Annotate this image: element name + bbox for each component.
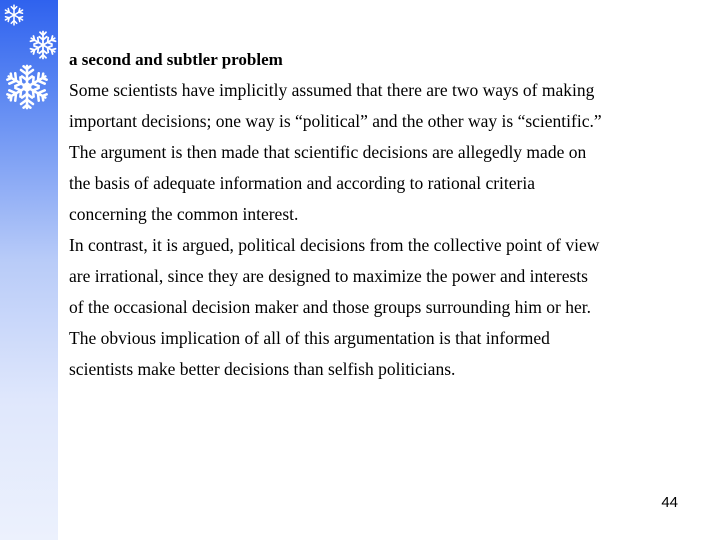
body-line: scientists make better decisions than selfish politicians. — [69, 359, 456, 379]
body-line: of the occasional decision maker and those groups surrounding him or her. — [69, 297, 591, 317]
body-line: The obvious implication of all of this argumentation is that informed — [69, 328, 550, 348]
slide-heading: a second and subtler problem — [69, 50, 283, 69]
body-line: important decisions; one way is “political” and the other way is “scientific.” — [69, 111, 602, 131]
page-number: 44 — [661, 494, 678, 511]
body-line: The argument is then made that scientific decisions are allegedly made on — [69, 142, 587, 162]
slide-content — [69, 44, 709, 385]
snowflake-icon — [28, 30, 58, 60]
decorative-sidebar — [0, 0, 58, 540]
body-line: Some scientists have implicitly assumed that there are two ways of making — [69, 80, 595, 100]
snowflake-icon — [4, 64, 50, 110]
body-line: the basis of adequate information and according to rational criteria — [69, 173, 535, 193]
body-line: are irrational, since they are designed to maximize the power and interests — [69, 266, 588, 286]
body-line: In contrast, it is argued, political decisions from the collective point of view — [69, 235, 600, 255]
snowflake-icon — [3, 4, 25, 26]
body-line: concerning the common interest. — [69, 204, 299, 224]
